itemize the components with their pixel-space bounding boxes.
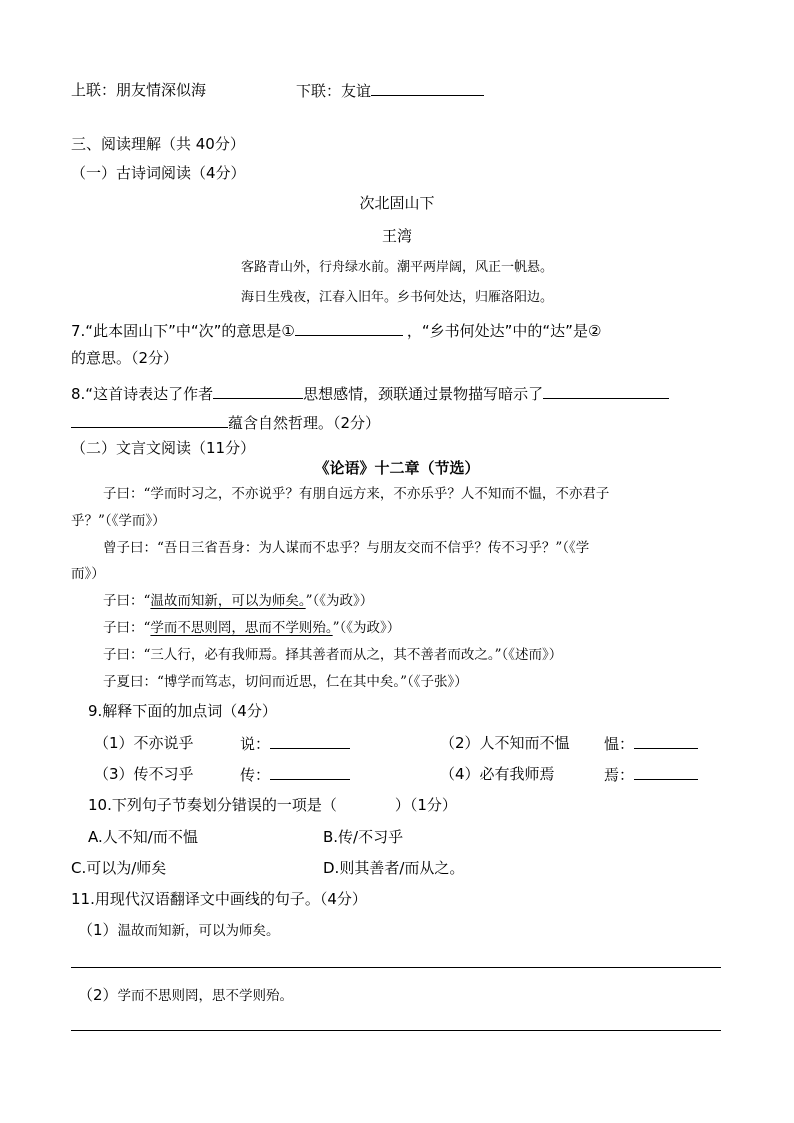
q8-text-b: 思想感情，颈联通过景物描写暗示了: [303, 385, 544, 403]
couplet-lower-label: 下联：友谊: [296, 82, 372, 100]
q9-item-3: [240, 764, 350, 785]
q9-item-2-phrase: （2）人不知而不愠: [440, 734, 570, 752]
q11-answer-line-1[interactable]: [71, 967, 721, 968]
section-title: 三、阅读理解（共 40分）: [71, 135, 245, 153]
q10-text-b: ）（1分）: [394, 796, 457, 814]
question-8: [71, 383, 669, 404]
p4-source: ”（《为政》）: [332, 620, 401, 636]
passage-title: 《论语》十二章（节选）: [314, 459, 480, 477]
couplet-upper: 上联：朋友情深似海: [71, 81, 207, 99]
question-10: [88, 795, 457, 815]
q9-item-3-word: 传：: [240, 766, 271, 784]
p4-prefix: 子曰：“: [103, 620, 151, 636]
q8-text-c: 蕴含自然哲理。（2分）: [228, 414, 381, 432]
poem-title: 次北固山下: [359, 194, 435, 212]
poem-author: 王湾: [381, 227, 412, 245]
passage-p2-b: 而》）: [71, 566, 105, 582]
couplet-answer-blank[interactable]: [371, 80, 484, 96]
passage-p1-b: 乎？”（《学而》）: [71, 513, 166, 529]
q9-item-1-word: 说：: [240, 735, 271, 753]
q7-continuation: 的意思。（2分）: [71, 349, 179, 367]
q9-item-4-blank[interactable]: [634, 764, 698, 780]
q11-s1-number: （1）: [78, 921, 118, 939]
question-7: [71, 320, 601, 341]
q9-item-4-word: 焉：: [604, 766, 635, 784]
q9-item-1-phrase: （1）不亦说乎: [94, 734, 194, 752]
q11-sentence-2: [78, 985, 293, 1006]
passage-p2-a: 曾子曰：“吾日三省吾身：为人谋而不忠乎？与朋友交而不信乎？传不习乎？”（《学: [103, 540, 590, 556]
part1-title: （一）古诗词阅读（4分）: [71, 164, 246, 182]
q7-text-a: 7.“此本固山下”中“次”的意思是①: [71, 322, 295, 340]
q11-s2-number: （2）: [78, 986, 118, 1004]
q9-item-4-phrase: （4）必有我师焉: [440, 765, 555, 783]
passage-p3: [103, 591, 373, 611]
q10-option-a[interactable]: A.人不知/而不愠: [88, 828, 198, 846]
q9-item-1: [240, 733, 350, 754]
q11-s2-text: 学而不思则罔，思不学则殆。: [117, 988, 294, 1004]
poem-line-1: 客路青山外，行舟绿水前。潮平两岸阔，风正一帆悬。: [240, 260, 553, 275]
p4-underlined-sentence: 学而不思则罔，思而不学则殆。: [150, 620, 333, 636]
q8-blank-2[interactable]: [543, 383, 669, 399]
q8-text-a: 8.“这首诗表达了作者: [71, 385, 214, 403]
q10-option-d[interactable]: D.则其善者/而从之。: [323, 859, 465, 877]
q11-sentence-1: [78, 920, 280, 941]
passage-p5: 子曰：“三人行，必有我师焉。择其善者而从之，其不善者而改之。”（《述而》）: [103, 647, 563, 663]
p3-prefix: 子曰：“: [103, 593, 151, 609]
q9-item-3-blank[interactable]: [270, 764, 350, 780]
q10-option-b[interactable]: B.传/不习乎: [323, 828, 404, 846]
part2-title: （二）文言文阅读（11分）: [71, 439, 256, 457]
q7-text-b: ，“乡书何处达”中的“达”是②: [406, 322, 602, 340]
q11-answer-line-2[interactable]: [71, 1030, 721, 1031]
p3-source: ”（《为政》）: [305, 593, 374, 609]
q8-blank-3[interactable]: [71, 412, 228, 428]
p3-underlined-sentence: 温故而知新，可以为师矣。: [150, 593, 306, 609]
q7-blank-1[interactable]: [295, 320, 403, 336]
q8-continuation: [71, 412, 380, 433]
q9-item-4: [604, 764, 698, 785]
q9-item-2: [604, 733, 698, 754]
q9-item-2-blank[interactable]: [634, 733, 698, 749]
q8-blank-1[interactable]: [213, 383, 303, 399]
q9-item-2-word: 愠：: [604, 735, 635, 753]
q9-item-1-blank[interactable]: [270, 733, 350, 749]
passage-p1-a: 子曰：“学而时习之，不亦说乎？有朋自远方来，不亦乐乎？人不知而不愠，不亦君子: [103, 486, 610, 502]
q9-item-3-phrase: （3）传不习乎: [94, 765, 194, 783]
couplet-lower: [296, 80, 484, 101]
passage-p4: [103, 618, 400, 638]
question-11-title: 11.用现代汉语翻译文中画线的句子。（4分）: [71, 890, 367, 908]
passage-p6: 子夏曰：“博学而笃志，切问而近思，仁在其中矣。”（《子张》）: [103, 674, 468, 690]
q10-option-c[interactable]: C.可以为/师矣: [71, 859, 167, 877]
poem-line-2: 海日生残夜，江春入旧年。乡书何处达，归雁洛阳边。: [240, 290, 553, 305]
q10-text-a: 10.下列句子节奏划分错误的一项是（: [88, 796, 337, 814]
question-9-title: 9.解释下面的加点词（4分）: [88, 702, 277, 720]
q11-s1-text: 温故而知新，可以为师矣。: [117, 923, 280, 939]
